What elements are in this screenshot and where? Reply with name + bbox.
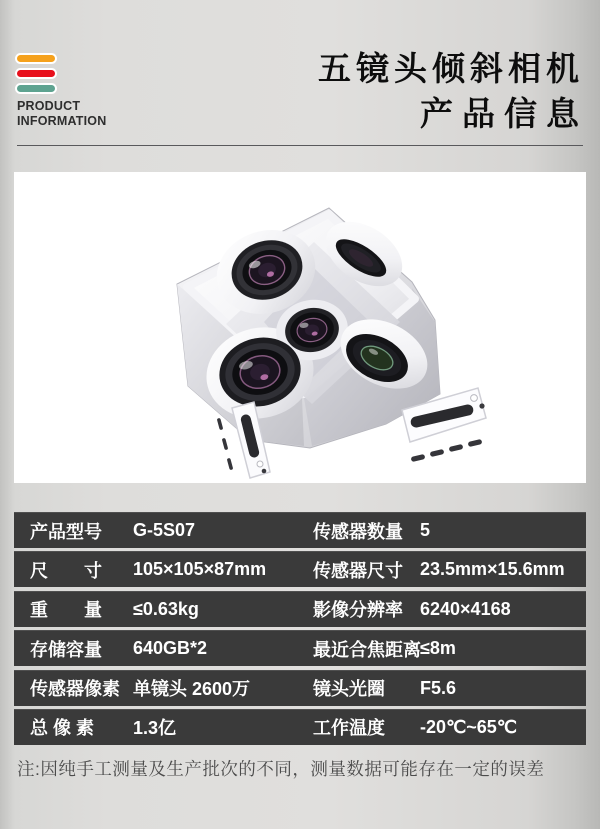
spec-value: 6240×4168: [420, 598, 511, 619]
spec-label: 传感器尺寸: [313, 560, 403, 581]
logo-bar-orange-icon: [17, 55, 55, 62]
table-row: [14, 591, 586, 627]
spec-value: F5.6: [420, 677, 457, 698]
spec-label: 影像分辨率: [313, 600, 403, 621]
spec-label: 产品型号: [30, 521, 102, 542]
five-lens-camera-illustration: [14, 172, 586, 483]
page-title-line1: 五镜头倾斜相机: [318, 50, 584, 87]
spec-label: 总 像 素: [30, 718, 95, 739]
spec-value: 单镜头 2600万: [133, 679, 251, 700]
spec-label: 传感器数量: [313, 521, 403, 542]
logo-bar-teal-icon: [17, 85, 55, 92]
product-photo-panel: [14, 172, 586, 483]
spec-value: G-5S07: [133, 520, 196, 540]
spec-label: 传感器像素: [30, 679, 120, 700]
spec-value: 1.3亿: [133, 718, 177, 739]
table-row: [14, 551, 586, 587]
table-row: [14, 709, 586, 745]
spec-label: 最近合焦距离: [313, 639, 421, 660]
spec-value: 640GB*2: [133, 638, 208, 659]
spec-value: ≤8m: [420, 638, 456, 659]
page-title: [318, 46, 588, 136]
spec-label: 重 量: [30, 600, 102, 621]
spec-table: [14, 512, 586, 745]
spec-label: 工作温度: [313, 718, 385, 739]
spec-value: 23.5mm×15.6mm: [420, 559, 565, 580]
logo-text: [17, 99, 106, 129]
logo-text-line1: PRODUCT: [17, 99, 81, 113]
spec-label: 存储容量: [30, 639, 102, 660]
spec-value: 5: [420, 520, 431, 540]
spec-label: 镜头光圈: [313, 679, 385, 700]
spec-value: -20℃~65℃: [420, 716, 517, 737]
table-row: [14, 630, 586, 666]
spec-value: ≤0.63kg: [133, 598, 199, 619]
page-title-line2: 产品信息: [420, 95, 588, 132]
table-row: [14, 512, 586, 548]
logo-bar-red-icon: [17, 70, 55, 77]
logo-text-line2: INFORMATION: [17, 114, 107, 128]
header-divider: [17, 145, 583, 146]
spec-value: 105×105×87mm: [133, 559, 267, 580]
brand-logo: [17, 55, 55, 100]
table-row: [14, 670, 586, 706]
spec-label: 尺 寸: [30, 560, 102, 581]
measurement-disclaimer-note: 注:因纯手工测量及生产批次的不同，测量数据可能存在一定的误差: [17, 759, 545, 779]
